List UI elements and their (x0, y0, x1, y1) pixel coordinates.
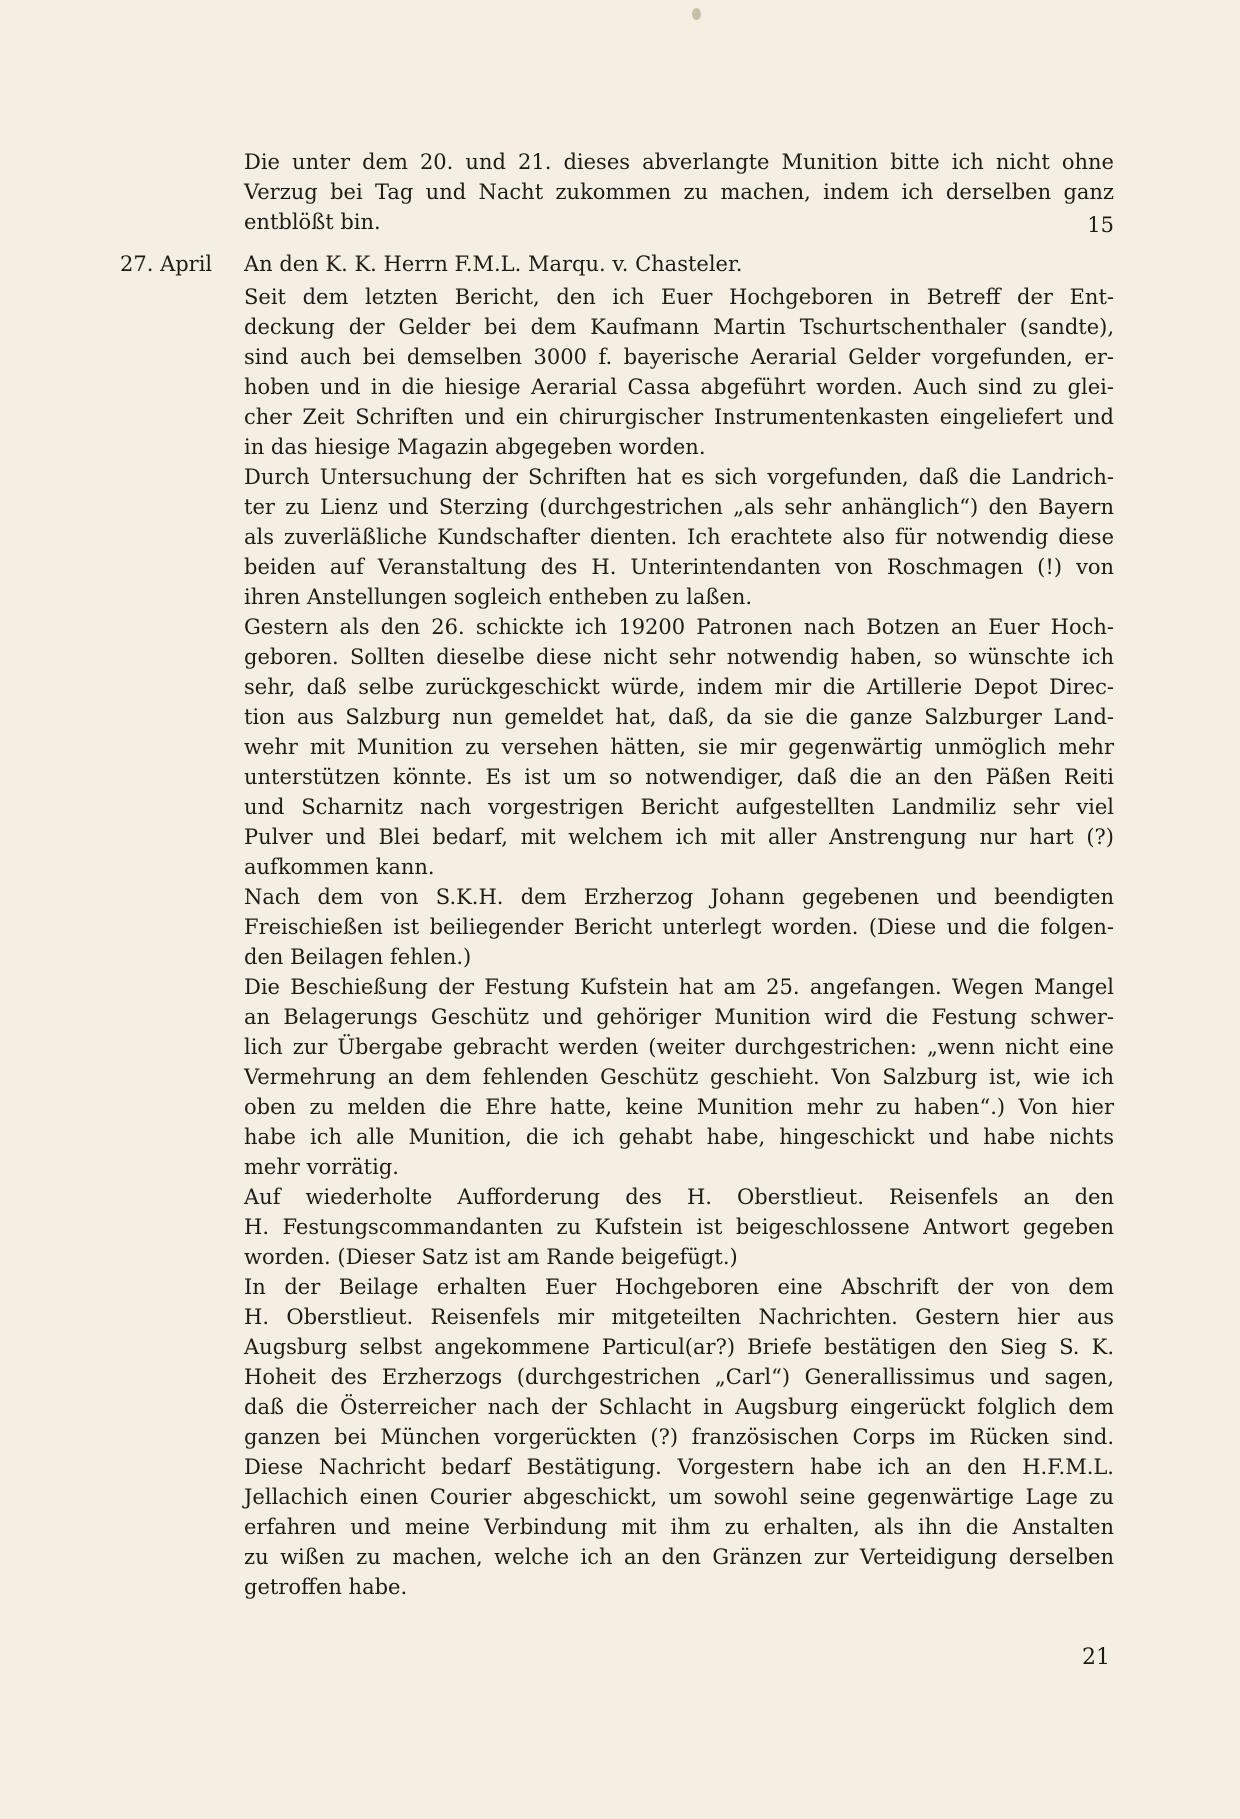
text-line: wehr mit Munition zu versehen hätten, sie mir gegenwärtig unmöglich mehr (244, 735, 1114, 759)
text-line: worden. (Dieser Satz ist am Rande beigefügt.) (244, 1245, 738, 1269)
text-line: Seit dem letzten Bericht, den ich Euer Hochgeboren in Betreff der Ent- (244, 285, 1114, 309)
text-line: In der Beilage erhalten Euer Hochgeboren eine Abschrift der von dem (244, 1275, 1114, 1299)
text-line: in das hiesige Magazin abgegeben worden. (244, 435, 706, 459)
text-line: sehr, daß selbe zurückgeschickt würde, indem mir die Artillerie Depot Direc- (244, 675, 1114, 699)
text-line: getroffen habe. (244, 1575, 408, 1599)
text-line: zu wißen zu machen, welche ich an den Gränzen zur Verteidigung derselben (244, 1545, 1114, 1569)
text-line: tion aus Salzburg nun gemeldet hat, daß, da sie die ganze Salzburger Land- (244, 705, 1114, 729)
letter-body (244, 282, 1114, 1602)
text-line: Pulver und Blei bedarf, mit welchem ich mit aller Anstrengung nur hart (?) (244, 825, 1114, 849)
text-line: erfahren und meine Verbindung mit ihm zu erhalten, als ihn die Anstalten (244, 1515, 1114, 1539)
text-line: hoben und in die hiesige Aerarial Cassa abgeführt worden. Auch sind zu glei- (244, 375, 1114, 399)
text-line: lich zur Übergabe gebracht werden (weiter durchgestrichen: „wenn nicht eine (244, 1035, 1114, 1059)
text-line: ter zu Lienz und Sterzing (durchgestrichen „als sehr anhänglich“) den Bayern (244, 495, 1114, 519)
text-line: unterstützen könnte. Es ist um so notwendiger, daß die an den Päßen Reiti (244, 765, 1114, 789)
entry-heading: An den K. K. Herrn F.M.L. Marqu. v. Chasteler. (244, 252, 743, 276)
text-line: und Scharnitz nach vorgestrigen Bericht aufgestellten Landmiliz sehr viel (244, 795, 1114, 819)
text-line: ganzen bei München vorgerückten (?) französischen Corps im Rücken sind. (244, 1425, 1114, 1449)
text-line: aufkommen kann. (244, 855, 435, 879)
text-line: Vermehrung an dem fehlenden Geschütz geschieht. Von Salzburg ist, wie ich (244, 1065, 1114, 1089)
text-line: Jellachich einen Courier abgeschickt, um sowohl seine gegenwärtige Lage zu (244, 1485, 1114, 1509)
text-line: geboren. Sollten dieselbe diese nicht sehr notwendig haben, so wünschte ich (244, 645, 1114, 669)
text-line: beiden auf Veranstaltung des H. Unterintendanten von Roschmagen (!) von (244, 555, 1114, 579)
text-line: Auf wiederholte Aufforderung des H. Oberstlieut. Reisenfels an den (244, 1185, 1114, 1209)
page-number: 21 (1082, 1645, 1110, 1670)
text-line: oben zu melden die Ehre hatte, keine Munition mehr zu haben“.) Von hier (244, 1095, 1114, 1119)
text-line: als zuverläßliche Kundschafter dienten. Ich erachtete also für notwendig diese (244, 525, 1114, 549)
text-line: Nach dem von S.K.H. dem Erzherzog Johann gegebenen und beendigten (244, 885, 1114, 909)
text-line: H. Oberstlieut. Reisenfels mir mitgeteilten Nachrichten. Gestern hier aus (244, 1305, 1114, 1329)
ink-dot (692, 8, 701, 20)
text-line: Diese Nachricht bedarf Bestätigung. Vorgestern habe ich an den H.F.M.L. (244, 1455, 1114, 1479)
text-line: den Beilagen fehlen.) (244, 945, 472, 969)
text-line: Die unter dem 20. und 21. dieses abverlangte Munition bitte ich nicht ohne (244, 150, 1114, 174)
text-line: cher Zeit Schriften und ein chirurgischer Instrumentenkasten eingeliefert und (244, 405, 1114, 429)
text-line: mehr vorrätig. (244, 1155, 399, 1179)
text-line: Verzug bei Tag und Nacht zukommen zu machen, indem ich derselben ganz (244, 180, 1114, 204)
text-line: H. Festungscommandanten zu Kufstein ist beigeschlossene Antwort gegeben (244, 1215, 1114, 1239)
text-line: deckung der Gelder bei dem Kaufmann Martin Tschurtschenthaler (sandte), (244, 315, 1114, 339)
text-line: an Belagerungs Geschütz und gehöriger Munition wird die Festung schwer- (244, 1005, 1114, 1029)
text-line: ihren Anstellungen sogleich entheben zu laßen. (244, 585, 753, 609)
text-line: habe ich alle Munition, die ich gehabt habe, hingeschickt und habe nichts (244, 1125, 1114, 1149)
text-line: Augsburg selbst angekommene Particul(ar?) Briefe bestätigen den Sieg S. K. (244, 1335, 1114, 1359)
text-line: Hoheit des Erzherzogs (durchgestrichen „Carl“) Generallissimus und sagen, (244, 1365, 1114, 1389)
text-line: Die Beschießung der Festung Kufstein hat am 25. angefangen. Wegen Mangel (244, 975, 1114, 999)
text-line: sind auch bei demselben 3000 f. bayerische Aerarial Gelder vorgefunden, er- (244, 345, 1114, 369)
text-line: daß die Österreicher nach der Schlacht in Augsburg eingerückt folglich dem (244, 1395, 1114, 1419)
text-line: Freischießen ist beiliegender Bericht unterlegt worden. (Diese und die folgen- (244, 915, 1114, 939)
text-line: Durch Untersuchung der Schriften hat es sich vorgefunden, daß die Landrich- (244, 465, 1114, 489)
text-line: Gestern als den 26. schickte ich 19200 Patronen nach Botzen an Euer Hoch- (244, 615, 1114, 639)
margin-number: 15 (1087, 213, 1114, 237)
entry-date: 27. April (120, 252, 213, 276)
intro-paragraph (244, 147, 1114, 237)
text-line: entblößt bin. (244, 210, 381, 234)
